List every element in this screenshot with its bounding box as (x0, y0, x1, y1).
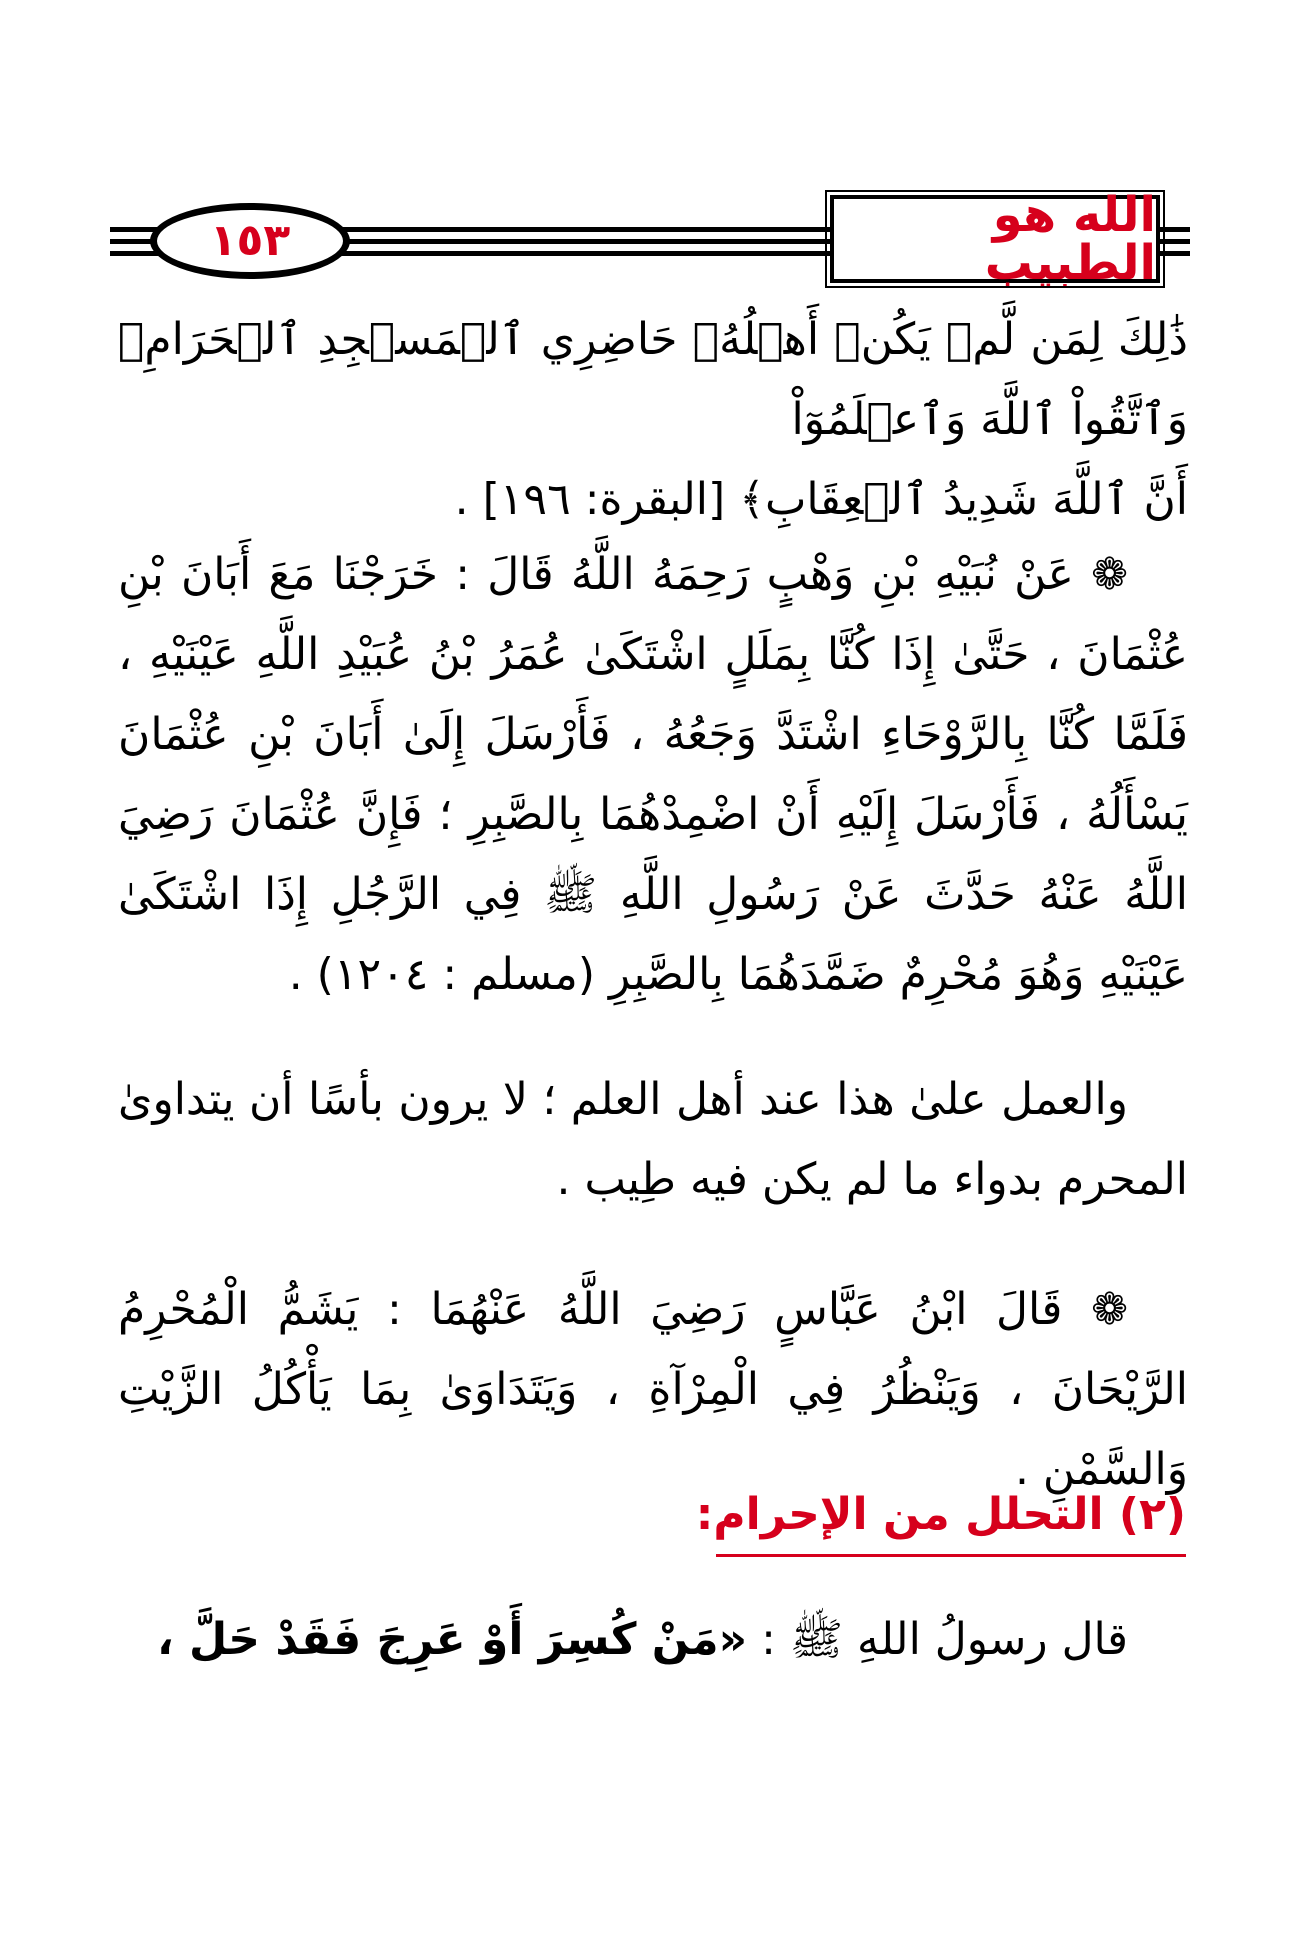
athar-text: قَالَ ابْنُ عَبَّاسٍ رَضِيَ اللَّهُ عَنْهُمَا : يَشَمُّ الْمُحْرِمُ الرَّيْحَانَ ، وَيَنْظُرُ فِي الْمِرْآةِ ، وَيَتَدَاوَىٰ بِمَا يَأْكُلُ الزَّيْتِ وَالسَّمْنِ . (118, 1284, 1188, 1495)
flower-bullet-icon: ❁ (1091, 549, 1128, 600)
quran-line: ذَٰلِكَ لِمَن لَّمۡ يَكُنۡ أَهۡلُهُۥ حَاضِرِي ٱلۡمَسۡجِدِ ٱلۡحَرَامِۚ وَٱتَّقُواْ ٱللَّهَ وَٱعۡلَمُوٓاْ (118, 314, 1188, 445)
note-text: والعمل علىٰ هذا عند أهل العلم ؛ لا يرون بأسًا أن يتداوىٰ المحرم بدواء ما لم يكن فيه طِيب . (118, 1074, 1188, 1205)
hadith-paragraph (118, 535, 1188, 1015)
page-number-oval (150, 203, 350, 279)
section-underline (716, 1554, 1186, 1557)
page-header (110, 187, 1190, 291)
last-line-paragraph (118, 1600, 1188, 1680)
page-number: ١٥٣ (209, 215, 291, 266)
last-line-intro: قال رسولُ اللهِ ﷺ : (761, 1614, 1128, 1665)
quran-line: أَنَّ ٱللَّهَ شَدِيدُ ٱلۡعِقَابِ﴾ [البقرة: ١٩٦] . (454, 474, 1188, 525)
quran-verse-block (118, 300, 1188, 540)
hadith-text-paragraph (118, 535, 1188, 1015)
section-heading-block (686, 1480, 1186, 1560)
athar-paragraph (118, 1270, 1188, 1510)
athar-text-paragraph (118, 1270, 1188, 1510)
flower-bullet-icon: ❁ (1091, 1284, 1129, 1335)
section-heading: (٢) التحلل من الإحرام: (695, 1489, 1186, 1540)
running-title: الله هو الطبيب (984, 187, 1156, 291)
hadith-quote: «مَنْ كُسِرَ أَوْ عَرِجَ فَقَدْ حَلَّ ، (156, 1614, 748, 1665)
note-text-paragraph (118, 1060, 1188, 1220)
last-line (118, 1600, 1188, 1680)
hadith-text: عَنْ نُبَيْهِ بْنِ وَهْبٍ رَحِمَهُ اللَّهُ قَالَ : خَرَجْنَا مَعَ أَبَانَ بْنِ عُثْمَانَ ، حَتَّىٰ إِذَا كُنَّا بِمَلَلٍ اشْتَكَىٰ عُمَرُ بْنُ عُبَيْدِ اللَّهِ عَيْنَيْهِ ، فَلَمَّا كُنَّا بِالرَّوْحَاءِ اشْتَدَّ وَجَعُهُ ، فَأَرْسَلَ إِلَىٰ أَبَانَ بْنِ عُثْمَانَ يَسْأَلُهُ ، فَأَرْسَلَ إِلَيْهِ أَنْ اضْمِدْهُمَا بِالصَّبِرِ ؛ فَإِنَّ عُثْمَانَ رَضِيَ اللَّهُ عَنْهُ حَدَّثَ عَنْ رَسُولِ اللَّهِ ﷺ فِي الرَّجُلِ إِذَا اشْتَكَىٰ عَيْنَيْهِ وَهُوَ مُحْرِمٌ ضَمَّدَهُمَا بِالصَّبِرِ (مسلم : ١٢٠٤) . (118, 549, 1188, 1000)
header-title-box (830, 187, 1160, 291)
note-paragraph (118, 1060, 1188, 1220)
